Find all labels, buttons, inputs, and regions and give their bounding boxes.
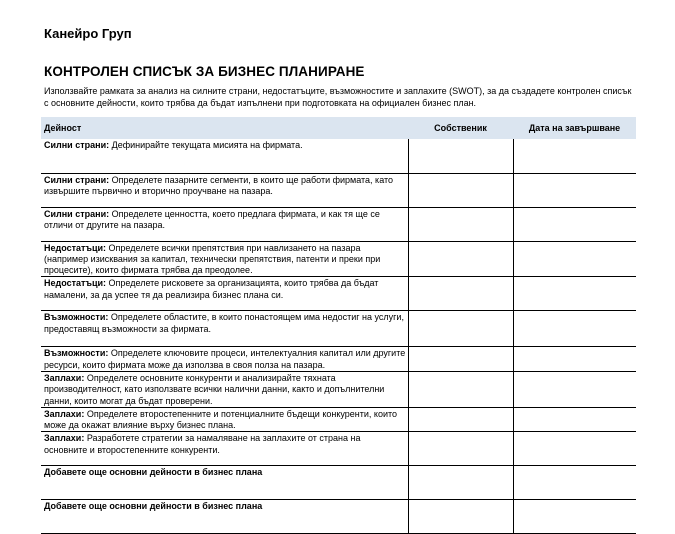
activity-description: Определете основните конкуренти и анализирайте тяхната производителност, като използвате всички налични данни, както и допълнителни данни, които могат да бъдат проверени. [44,372,385,406]
activity-cell [41,173,408,207]
owner-cell[interactable] [408,371,513,407]
table-row [41,311,636,347]
checklist-table [41,117,636,534]
activity-cell [41,432,408,466]
completion-date-cell[interactable] [513,277,636,311]
table-row [41,207,636,241]
activity-description: Определете ценността, което предлага фирмата, и как тя ще се отличи от другите на пазара. [44,208,380,230]
completion-date-cell[interactable] [513,500,636,534]
owner-cell[interactable] [408,407,513,432]
activity-cell [41,500,408,534]
table-header-row [41,117,636,139]
table-row [41,432,636,466]
column-header-owner: Собственик [408,117,513,139]
activity-category: Заплахи: [44,408,85,419]
activity-category: Заплахи: [44,433,85,444]
activity-category: Недостатъци: [44,278,107,289]
table-row [41,241,636,277]
activity-cell [41,207,408,241]
table-row [41,139,636,173]
table-row [41,466,636,500]
owner-cell[interactable] [408,347,513,372]
column-header-activity: Дейност [41,117,408,139]
activity-category: Добавете още основни дейности в бизнес плана [44,501,263,512]
completion-date-cell[interactable] [513,347,636,372]
activity-category: Възможности: [44,312,109,323]
activity-description: Определете всички препятствия при навлизането на пазара (например изисквания за капитал, технически препятствия, патенти и преки при процесите), които фирмата трябва да преодолее. [44,242,381,276]
completion-date-cell[interactable] [513,466,636,500]
activity-category: Силни страни: [44,174,110,185]
activity-cell [41,277,408,311]
table-row [41,371,636,407]
activity-description: Разработете стратегии за намаляване на заплахите от страна на основните и второстепенните конкуренти. [44,433,361,455]
completion-date-cell[interactable] [513,139,636,173]
intro-text: Използвайте рамката за анализ на силните страни, недостатъците, възможностите и заплахите (SWOT), за да създадете контролен списък с основните дейности, които трябва да бъдат изпълнени при подготовката на официален бизнес план. [44,86,632,108]
completion-date-cell[interactable] [513,371,636,407]
table-row [41,277,636,311]
activity-category: Заплахи: [44,372,85,383]
owner-cell[interactable] [408,241,513,277]
completion-date-cell[interactable] [513,173,636,207]
activity-category: Добавете още основни дейности в бизнес плана [44,467,263,478]
company-name: Канейро Груп [44,26,132,41]
activity-description: Дефинирайте текущата мисията на фирмата. [109,140,303,150]
activity-cell [41,139,408,173]
column-header-date: Дата на завършване [513,117,636,139]
activity-category: Възможности: [44,348,109,359]
completion-date-cell[interactable] [513,241,636,277]
page-title: КОНТРОЛЕН СПИСЪК ЗА БИЗНЕС ПЛАНИРАНЕ [44,64,365,79]
activity-cell [41,371,408,407]
activity-description: Определете второстепенните и потенциалните бъдещи конкуренти, които може да окажат влияние върху бизнес плана. [44,408,398,431]
activity-category: Силни страни: [44,140,110,150]
activity-cell [41,241,408,277]
owner-cell[interactable] [408,311,513,347]
table-row [41,407,636,432]
activity-cell [41,347,408,372]
activity-description: Определете ключовите процеси, интелектуалния капитал или другите ресурси, които фирмата може да използва в своя полза на пазара. [44,348,406,370]
activity-cell [41,466,408,500]
owner-cell[interactable] [408,173,513,207]
table-row [41,173,636,207]
activity-description: Определете областите, в които понастоящем има недостиг на услуги, предоставящ възможности за фирмата. [44,312,404,334]
activity-category: Недостатъци: [44,242,107,253]
owner-cell[interactable] [408,466,513,500]
completion-date-cell[interactable] [513,311,636,347]
completion-date-cell[interactable] [513,207,636,241]
activity-description: Определете пазарните сегменти, в които ще работи фирмата, като извършите първично и вторично проучване на пазара. [44,174,394,196]
activity-cell [41,407,408,432]
checklist-body [41,139,636,534]
table-row [41,347,636,372]
owner-cell[interactable] [408,277,513,311]
owner-cell[interactable] [408,207,513,241]
owner-cell[interactable] [408,139,513,173]
owner-cell[interactable] [408,432,513,466]
activity-cell [41,311,408,347]
activity-description: Определете рисковете за организацията, които трябва да бъдат намалени, за да успее тя да реализира бизнес плана си. [44,278,379,300]
activity-category: Силни страни: [44,208,110,219]
owner-cell[interactable] [408,500,513,534]
completion-date-cell[interactable] [513,407,636,432]
table-row [41,500,636,534]
completion-date-cell[interactable] [513,432,636,466]
